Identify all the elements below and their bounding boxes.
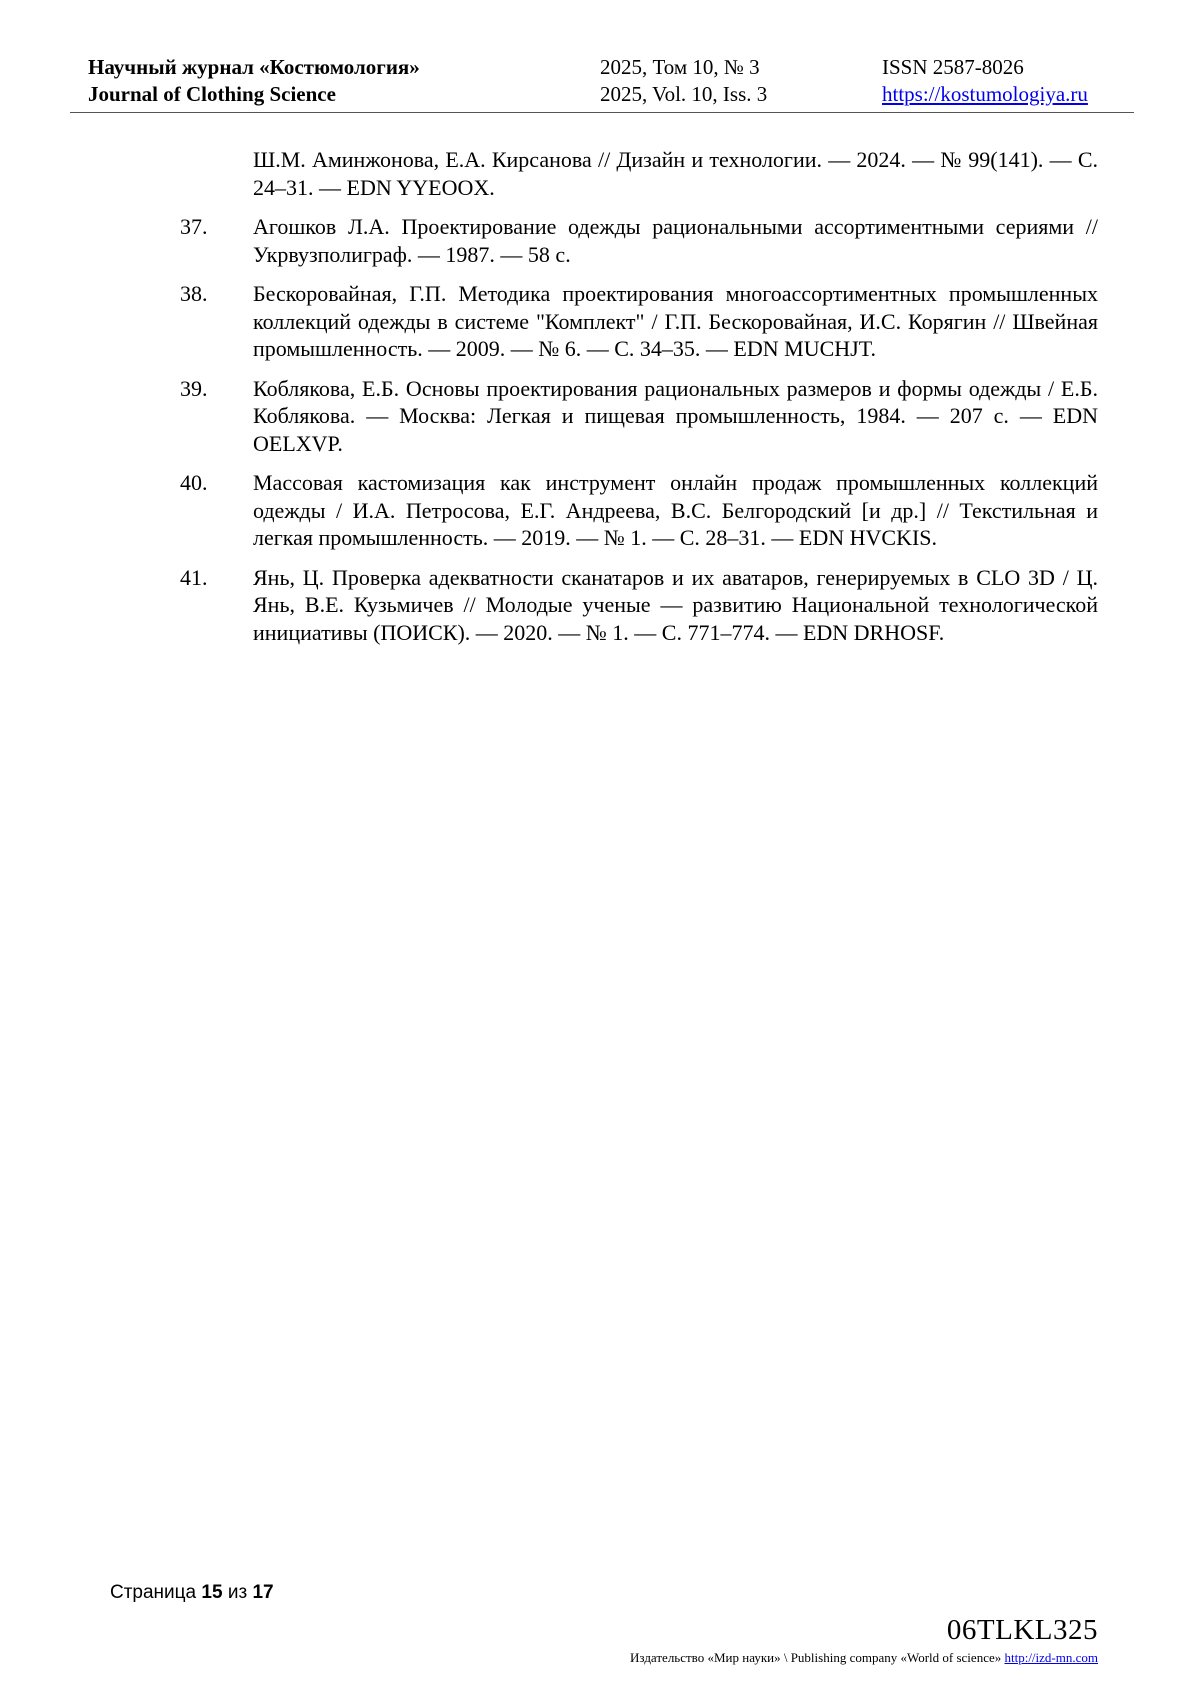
publisher-line [630, 1650, 1098, 1666]
publisher-link[interactable]: http://izd-mn.com [1004, 1650, 1098, 1665]
reference-list [180, 146, 1098, 658]
page-word: Страница [110, 1582, 197, 1603]
reference-number: 39. [180, 375, 208, 401]
reference-item [180, 375, 1098, 458]
reference-item [180, 146, 1098, 201]
reference-number: 41. [180, 564, 208, 590]
article-code: 06TLKL325 [946, 1614, 1098, 1646]
volume-info [600, 54, 767, 108]
reference-number: 38. [180, 281, 208, 306]
volume-ru: 2025, Том 10, № 3 [600, 55, 760, 79]
reference-item [180, 564, 1098, 647]
reference-text: Коблякова, Е.Б. Основы проектирования рациональных размеров и формы одежды / Е.Б. Коблякова. — Москва: Легкая и пищевая промышленность, 1984. — 207 с. — EDN OELXVP. [253, 375, 1098, 456]
journal-title-ru: Научный журнал «Костюмология» [88, 55, 420, 79]
page-header [70, 52, 1134, 113]
volume-en: 2025, Vol. 10, Iss. 3 [600, 82, 768, 106]
page-total: 17 [252, 1582, 274, 1603]
page-counter [110, 1582, 274, 1604]
reference-text: Массовая кастомизация как инструмент онлайн продаж промышленных коллекций одежды / И.А. Петросова, Е.Г. Андреева, В.С. Белгородский [и др.] // Текстильная и легкая промышленность. — 2019. — № 1. — С. 28–31. — EDN HVCKIS. [253, 470, 1098, 550]
page-of: из [227, 1582, 248, 1603]
reference-item [180, 280, 1098, 363]
reference-text: Бескоровайная, Г.П. Методика проектирования многоассортиментных промышленных коллекций одежды в системе "Комплект" / Г.П. Бескоровайная, И.С. Корягин // Швейная промышленность. — 2009. — № 6. — С. 34–35. — EDN MUCHJT. [253, 281, 1098, 361]
reference-text: Янь, Ц. Проверка адекватности сканатаров и их аватаров, генерируемых в CLO 3D / Ц. Янь, В.Е. Кузьмичев // Молодые ученые — развитию Национальной технологической инициативы (ПОИСК). — 2020. — № 1. — С. 771–774. — EDN DRHOSF. [253, 564, 1098, 645]
website-link[interactable]: https://kostumologiya.ru [882, 82, 1088, 106]
reference-item [180, 469, 1098, 552]
issn-block [882, 54, 1088, 108]
reference-item [180, 213, 1098, 268]
reference-text: Агошков Л.А. Проектирование одежды рациональными ассортиментными сериями // Укрвузполиграф. — 1987. — 58 с. [253, 214, 1098, 267]
journal-title-en: Journal of Clothing Science [88, 82, 336, 106]
journal-title [88, 54, 420, 108]
reference-text: Ш.М. Аминжонова, Е.А. Кирсанова // Дизайн и технологии. — 2024. — № 99(141). — С. 24–31. — EDN YYEOOX. [253, 147, 1098, 200]
issn: ISSN 2587-8026 [882, 55, 1024, 79]
page-current: 15 [201, 1582, 223, 1603]
publisher-name: Издательство «Мир науки» \ Publishing company «World of science» [630, 1650, 1002, 1665]
reference-number: 40. [180, 470, 208, 495]
reference-number: 37. [180, 214, 208, 239]
